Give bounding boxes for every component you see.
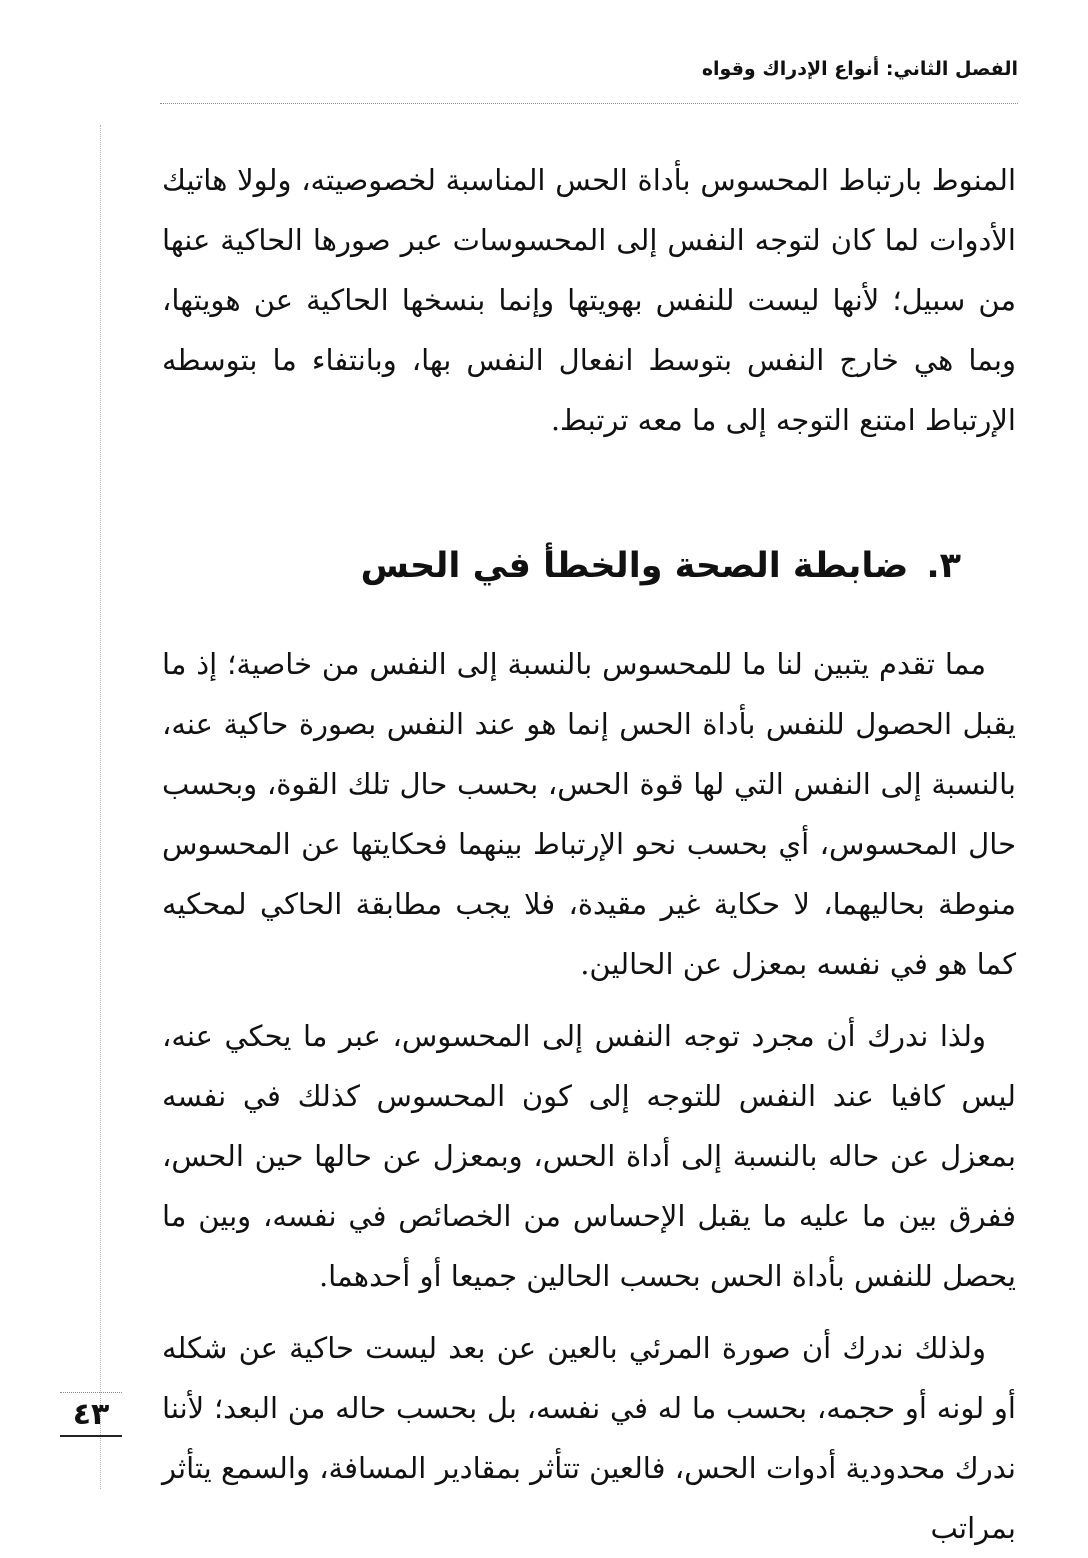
page-body xyxy=(162,150,1016,1558)
margin-divider xyxy=(100,125,101,1489)
page-number: ٤٣ xyxy=(60,1395,122,1437)
header-divider xyxy=(160,103,1018,104)
paragraph-1: مما تقدم يتبين لنا ما للمحسوس بالنسبة إلى النفس من خاصية؛ إذ ما يقبل الحصول للنفس بأداة الحس إنما هو عند النفس بصورة حاكية عنه، بالنسبة إلى النفس التي لها قوة الحس، بحسب حال تلك القوة، وبحسب حال المحسوس، أي بحسب نحو الإرتباط بينهما فحكايتها عن المحسوس منوطة بحاليهما، لا حكاية غير مقيدة، فلا يجب مطابقة الحاكي لمحكيه كما هو في نفسه بمعزل عن الحالين. xyxy=(162,647,1016,981)
running-header: الفصل الثاني: أنواع الإدراك وقواه xyxy=(701,58,1018,80)
section-heading xyxy=(162,538,1016,594)
section-number: ٣. xyxy=(926,546,961,586)
paragraph-3: ولذلك ندرك أن صورة المرئي بالعين عن بعد ليست حاكية عن شكله أو لونه أو حجمه، بحسب ما له في نفسه، بل بحسب حاله من البعد؛ لأننا ندرك محدودية أدوات الحس، فالعين تتأثر بمقادير المسافة، والسمع يتأثر بمراتب xyxy=(162,1331,1016,1545)
intro-paragraph: المنوط بارتباط المحسوس بأداة الحس المناسبة لخصوصيته، ولولا هاتيك الأدوات لما كان لتوجه النفس إلى المحسوسات عبر صورها الحاكية عنها من سبيل؛ لأنها ليست للنفس بهويتها وإنما بنسخها الحاكية عن هويتها، وبما هي خارج النفس بتوسط انفعال النفس بها، وبانتفاء ما بتوسطه الإرتباط امتنع التوجه إلى ما معه ترتبط. xyxy=(162,163,1016,437)
section-title: ضابطة الصحة والخطأ في الحس xyxy=(360,546,909,586)
paragraph-2: ولذا ندرك أن مجرد توجه النفس إلى المحسوس، عبر ما يحكي عنه، ليس كافيا عند النفس للتوجه إلى كون المحسوس كذلك في نفسه بمعزل عن حاله بالنسبة إلى أداة الحس، وبمعزل عن حالها حين الحس، ففرق بين ما عليه ما يقبل الإحساس من الخصائص في نفسه، وبين ما يحصل للنفس بأداة الحس بحسب الحالين جميعا أو أحدهما. xyxy=(162,1019,1016,1293)
